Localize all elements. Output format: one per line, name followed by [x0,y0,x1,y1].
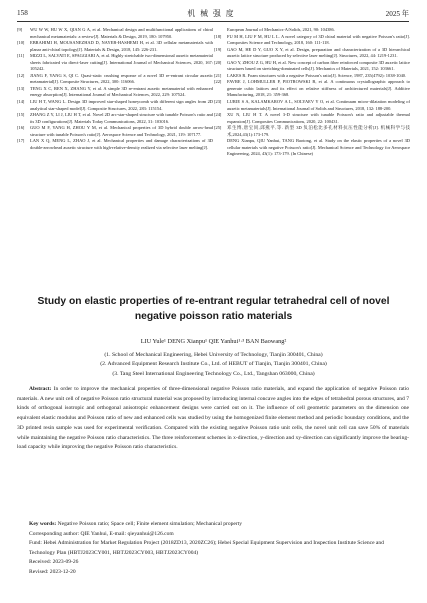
reference-item [214,34,410,47]
reference-text: GAO M, HE D Y, GUO X Y, et al. Design, preparation and characterization of a 3D hierarchical auxetic lattice structure produced by selective laser melting[J]. Structures, 2022, 44: 1219-1231. [227,46,410,59]
reference-item [17,99,213,112]
page-number: 158 [17,9,28,17]
reference-number: [17] [17,138,25,144]
reference-item [17,40,213,53]
reference-text: MIZZI L, SALVATI E, SPAGGIARI A, et al. Highly stretchable two-dimensional auxetic metamaterial sheets fabricated via direct-laser cutting[J]. International Journal of Mechanical Sciences, 2020, 167: 105242. [30,53,213,72]
page-header [17,7,409,22]
reference-item [214,60,410,73]
author-list: LIU Yule¹ DENG Xianpu¹ QIE Yanhui¹·³ BAN Baowang² [140,338,287,345]
abstract-label: Abstract: [29,386,52,392]
reference-text: WU W W, HU W X, QIAN G A, et al. Mechanical design and multifunctional applications of chiral mechanical metamaterials: a review[J]. Materials & Design, 2019, 180: 107950. [30,27,213,39]
reference-item [17,73,213,86]
affiliation-3: (3. Tang Steel International Engineering Technology Co., Ltd., Tangshan 063000, China) [112,370,315,377]
keywords-line [17,520,409,530]
reference-text: XU N, LIU H T. A novel 3-D structure with tunable Poisson's ratio and adjustable thermal expansion[J]. Composites Communications, 2020, 22: 100431. [227,112,410,124]
reference-number: [16] [17,125,25,131]
abstract-text: In order to improve the mechanical properties of three-dimensional negative Poisson ratio materials, and expand the application of negative Poisson ratio materials. A new unit cell of negative Poisson ratio structural material was proposed by introducing internal concave angles into the edges of tetrahedral porous structures, and 7 kinds of orthogonal isotropic and orthogonal anisotropic enhancement designs were carried out on it. The influence of cell geometric parameters on the dimension one equivalent elastic modulus and Poisson ratio of new and enhanced cells was studied by using the homogenized finite element method and periodic boundary conditions, and the 3D printed resin sample was used for experimental verification. Compared with the existing negative Poisson ratio unit cells, the novel unit cell can save 50% of materials while maintaining the negative Poisson ratio characteristics. The three reinforcement schemes in x-direction, y-direction and xy-direction can significantly improve the bearing-load capacity while improving the negative Poisson ratio characteristics. [17,386,409,451]
header-year: 2025 年 [385,10,409,18]
reference-item [214,99,410,112]
reference-item [17,138,213,151]
paper-title: Study on elastic properties of re-entrant regular tetrahedral cell of novel negative poisson ratio materials [37,296,390,322]
affiliation-2: (2. Advanced Equipment Research Institute Co., Ltd. of HEBUT of Tianjin, Tianjin 300401, China) [100,361,327,368]
reference-text: DENG Xianpu, QIU Yanhui, TANG Baotong, et al. Study on the elastic properties of a novel 3D cellular materials with negative Poisson's ratio[J]. Mechanical Science and Technology for Aerospace Engineering, 2024, 43(1): 173-179. (In Chinese) [227,138,410,157]
reference-text: ZHANG Z Y, LI J, LIU H T, et al. Novel 2D arc-star-shaped structure with tunable Poisson's ratio and its 3D configurations[J]. Materials Today Communications, 2022, 31: 103016. [30,112,213,124]
reference-number: [21] [214,72,222,78]
reference-number: [11] [17,53,25,59]
reference-item [214,47,410,60]
reference-number: [9] [17,27,23,32]
reference-item [214,79,410,99]
reference-item [214,138,410,158]
reference-text: GAO Y, ZHOU Z G, HU H, et al. New concept of carbon fiber reinforced composite 3D auxetic lattice structures based on stretching-dominated cells[J]. Mechanics of Materials, 2021, 152: 103661. [227,59,410,72]
reference-item [17,27,213,40]
revised-date: Revised: 2023-12-20 [29,568,76,575]
abstract [17,385,409,453]
reference-text: LAKES R. Foam structures with a negative Poisson's ratio[J]. Science, 1987, 235(4792): 1038-1040. [227,72,407,78]
journal-name: 机械强度 [187,9,239,18]
reference-number: [12] [17,72,25,78]
reference-text: FAVRE J, LOHMULLER P, PIOTROWSKI B, et al. A continuous crystallographic approach to generate cubic lattices and its effect on relative stiffness of architectured materials[J]. Additive Manufacturing, 2018, 21: 359-368. [227,79,410,98]
reference-text: EBRAHIMI H, MOUSANEZHAD D, NAYEB-HASHEMI H, et al. 3D cellular metamaterials with planar anti-chiral topology[J]. Materials & Design, 2018, 145: 226-231. [30,40,213,52]
reference-number: [18] [214,33,222,39]
reference-item [17,86,213,99]
reference-number: [13] [17,85,25,91]
keywords-label: Key words: [29,521,57,527]
reference-text: TENG X C, REN X, ZHANG Y, et al. A simple 3D re-entrant auxetic metamaterial with enhanced energy absorption[J]. International Journal of Mechanical Sciences, 2022, 229: 107524. [30,85,213,98]
fund-info: Fund: Hebei Administration for Market Regulation Project (2018ZD13, 2020ZC26); Hebei Special Equipment Supervision and Inspection Institute Science and Technology Plan (HBTJ2023CY001, HBTJ2023CY003, HBTJ2023CY004) [29,540,384,556]
reference-item [214,125,410,138]
reference-text: European Journal of Mechanics-A/Solids, 2021, 90: 104386. [227,27,335,32]
reference-text: 邓生博,唐宝同,邱燕平,等. 新型 3D 负泊松比多孔材料抗压性能分析[J]. 机械科学与技术,2024,43(1):173-179. [227,125,410,137]
reference-text: LURIE S A, KALAMKAROV A L, SOLYAEV Y O, et al. Continuum micro-dilatation modeling of auxetic metamaterials[J]. International Journal of Solids and Structures, 2018, 132: 188-200. [227,99,410,111]
affiliations [32,351,395,379]
received-date: Received: 2023-09-26 [29,559,79,565]
reference-item [17,53,213,73]
reference-number: [24] [214,112,222,118]
reference-text: FU M H, LIU F M, HU L L. A novel category of 3D chiral material with negative Poisson's ratio[J]. Composites Science and Technology, 2018, 160: 111-118. [227,33,410,46]
reference-number: [10] [17,40,25,46]
affiliation-1: (1. School of Mechanical Engineering, Hebei University of Technology, Tianjin 300401, China) [104,352,323,358]
reference-number: [20] [214,59,222,65]
reference-number: [19] [214,46,222,52]
reference-item [17,112,213,125]
reference-number: [14] [17,99,25,105]
reference-item [214,112,410,125]
corresponding-author: Corresponding author: QIE Yanhui, E-mail: qieyanhui@126.com [29,530,174,537]
reference-number: [23] [214,99,222,105]
reference-number: [25] [214,125,222,131]
article-metadata [17,520,409,577]
reference-number: [22] [214,79,222,85]
reference-text: JIANG F, YANG S, QI C. Quasi-static crushing response of a novel 3D re-entrant circular auxetic metamaterial[J]. Composite Structures, 2022, 300: 116066. [30,72,213,85]
keywords-text: Negative Poisson ratio; Space cell; Finite element simulation; Mechanical property [57,521,243,527]
reference-item [17,125,213,138]
reference-text: GUO M F, YANG H, ZHOU Y M, et al. Mechanical properties of 3D hybrid double arrow-head structure with tunable Poisson's ratio[J]. Aerospace Science and Technology, 2021, 119: 107177. [30,125,213,137]
reference-text: LIU H T, WANG L. Design 3D improved star-shaped honeycomb with different sign angles from 2D analytical star-shaped model[J]. Composite Structures, 2022, 283: 115154. [30,99,213,111]
references-left-column [17,27,213,151]
references-right-column [214,27,410,158]
reference-text: LAN X Q, MENG L, ZHAO J, et al. Mechanical properties and damage characterizations of 3D double-arrowhead auxetic structure with high-relative-density realized via selective laser melting[J]. [30,138,213,150]
reference-number: [15] [17,112,25,118]
